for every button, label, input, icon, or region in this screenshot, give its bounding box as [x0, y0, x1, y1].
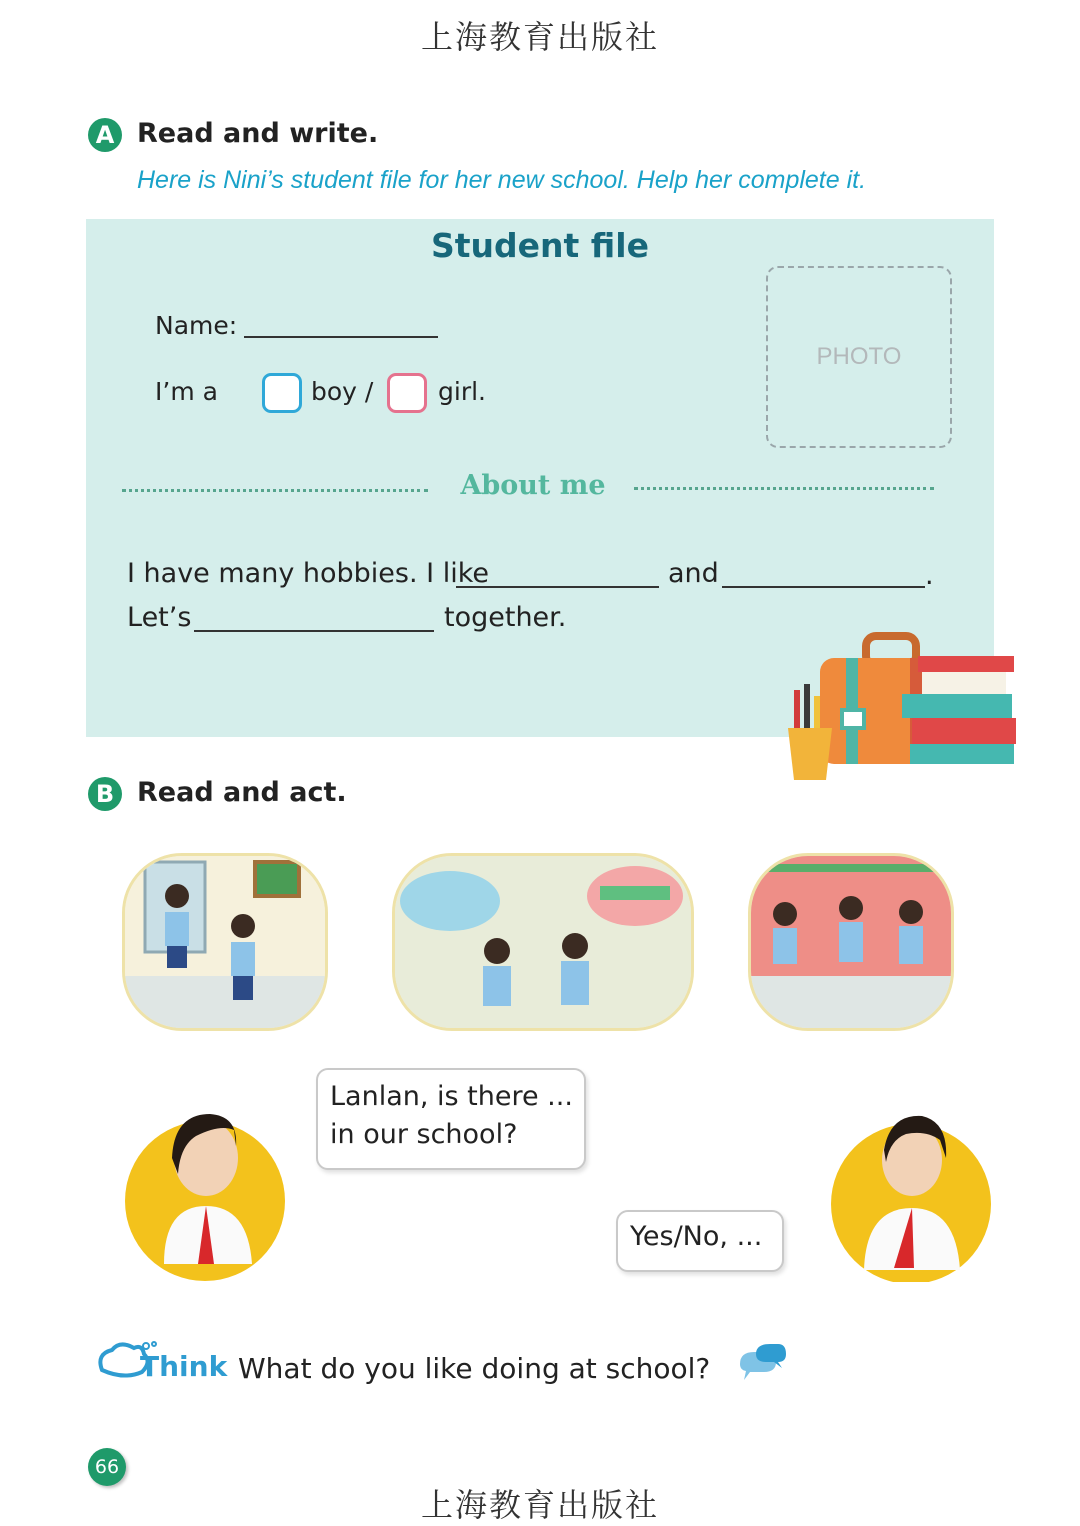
girl-checkbox[interactable]: [387, 373, 427, 413]
about-me-heading: About me: [460, 470, 606, 501]
page-number: 66: [88, 1448, 126, 1486]
hobbies-period: .: [925, 560, 934, 591]
hobby-blank-2[interactable]: [722, 586, 925, 588]
together-text: together.: [444, 602, 567, 633]
and-text: and: [668, 558, 719, 589]
scene-corridor: [748, 853, 954, 1031]
question-line-1: Lanlan, is there ...: [330, 1081, 573, 1112]
boy-label: boy /: [311, 377, 374, 406]
swimming-illustration: [395, 856, 691, 1028]
corridor-illustration: [751, 856, 951, 1028]
footer-publisher: 上海教育出版社: [420, 1486, 659, 1524]
gender-prefix: I’m a: [155, 377, 218, 406]
girl-right-portrait: [830, 1100, 992, 1282]
section-b-badge: B: [88, 777, 122, 811]
student-file-title: Student file: [431, 226, 649, 265]
classroom-illustration: [125, 856, 325, 1028]
together-blank[interactable]: [194, 630, 434, 632]
about-divider-right: [634, 487, 934, 490]
scene-classroom: [122, 853, 328, 1031]
boy-checkbox[interactable]: [262, 373, 302, 413]
question-line-2: in our school?: [330, 1119, 518, 1150]
name-label: Name:: [155, 311, 238, 340]
question-bubble: [316, 1068, 586, 1170]
header-publisher: 上海教育出版社: [420, 18, 659, 56]
girl-label: girl.: [438, 377, 486, 406]
section-a-title: Read and write.: [137, 118, 379, 149]
hobby-blank-1[interactable]: [456, 586, 659, 588]
section-a-badge: A: [88, 118, 122, 152]
about-divider-left: [122, 489, 428, 492]
photo-placeholder: PHOTO: [766, 266, 952, 448]
scene-swimming: [392, 853, 694, 1031]
name-blank[interactable]: [244, 336, 438, 338]
think-label: Think: [140, 1350, 228, 1383]
section-b-title: Read and act.: [137, 777, 347, 808]
lets-text: Let’s: [127, 602, 192, 633]
answer-bubble: [616, 1210, 784, 1272]
school-bag-illustration: [780, 630, 1020, 782]
girl-left-portrait: [124, 1096, 286, 1282]
think-question: What do you like doing at school?: [238, 1352, 711, 1385]
hobbies-text: I have many hobbies. I like: [127, 558, 489, 589]
section-a-instruction: Here is Nini’s student file for her new school. Help her complete it.: [137, 166, 867, 194]
chat-bubbles-icon: [736, 1342, 788, 1384]
answer-text: Yes/No, ...: [630, 1221, 763, 1252]
